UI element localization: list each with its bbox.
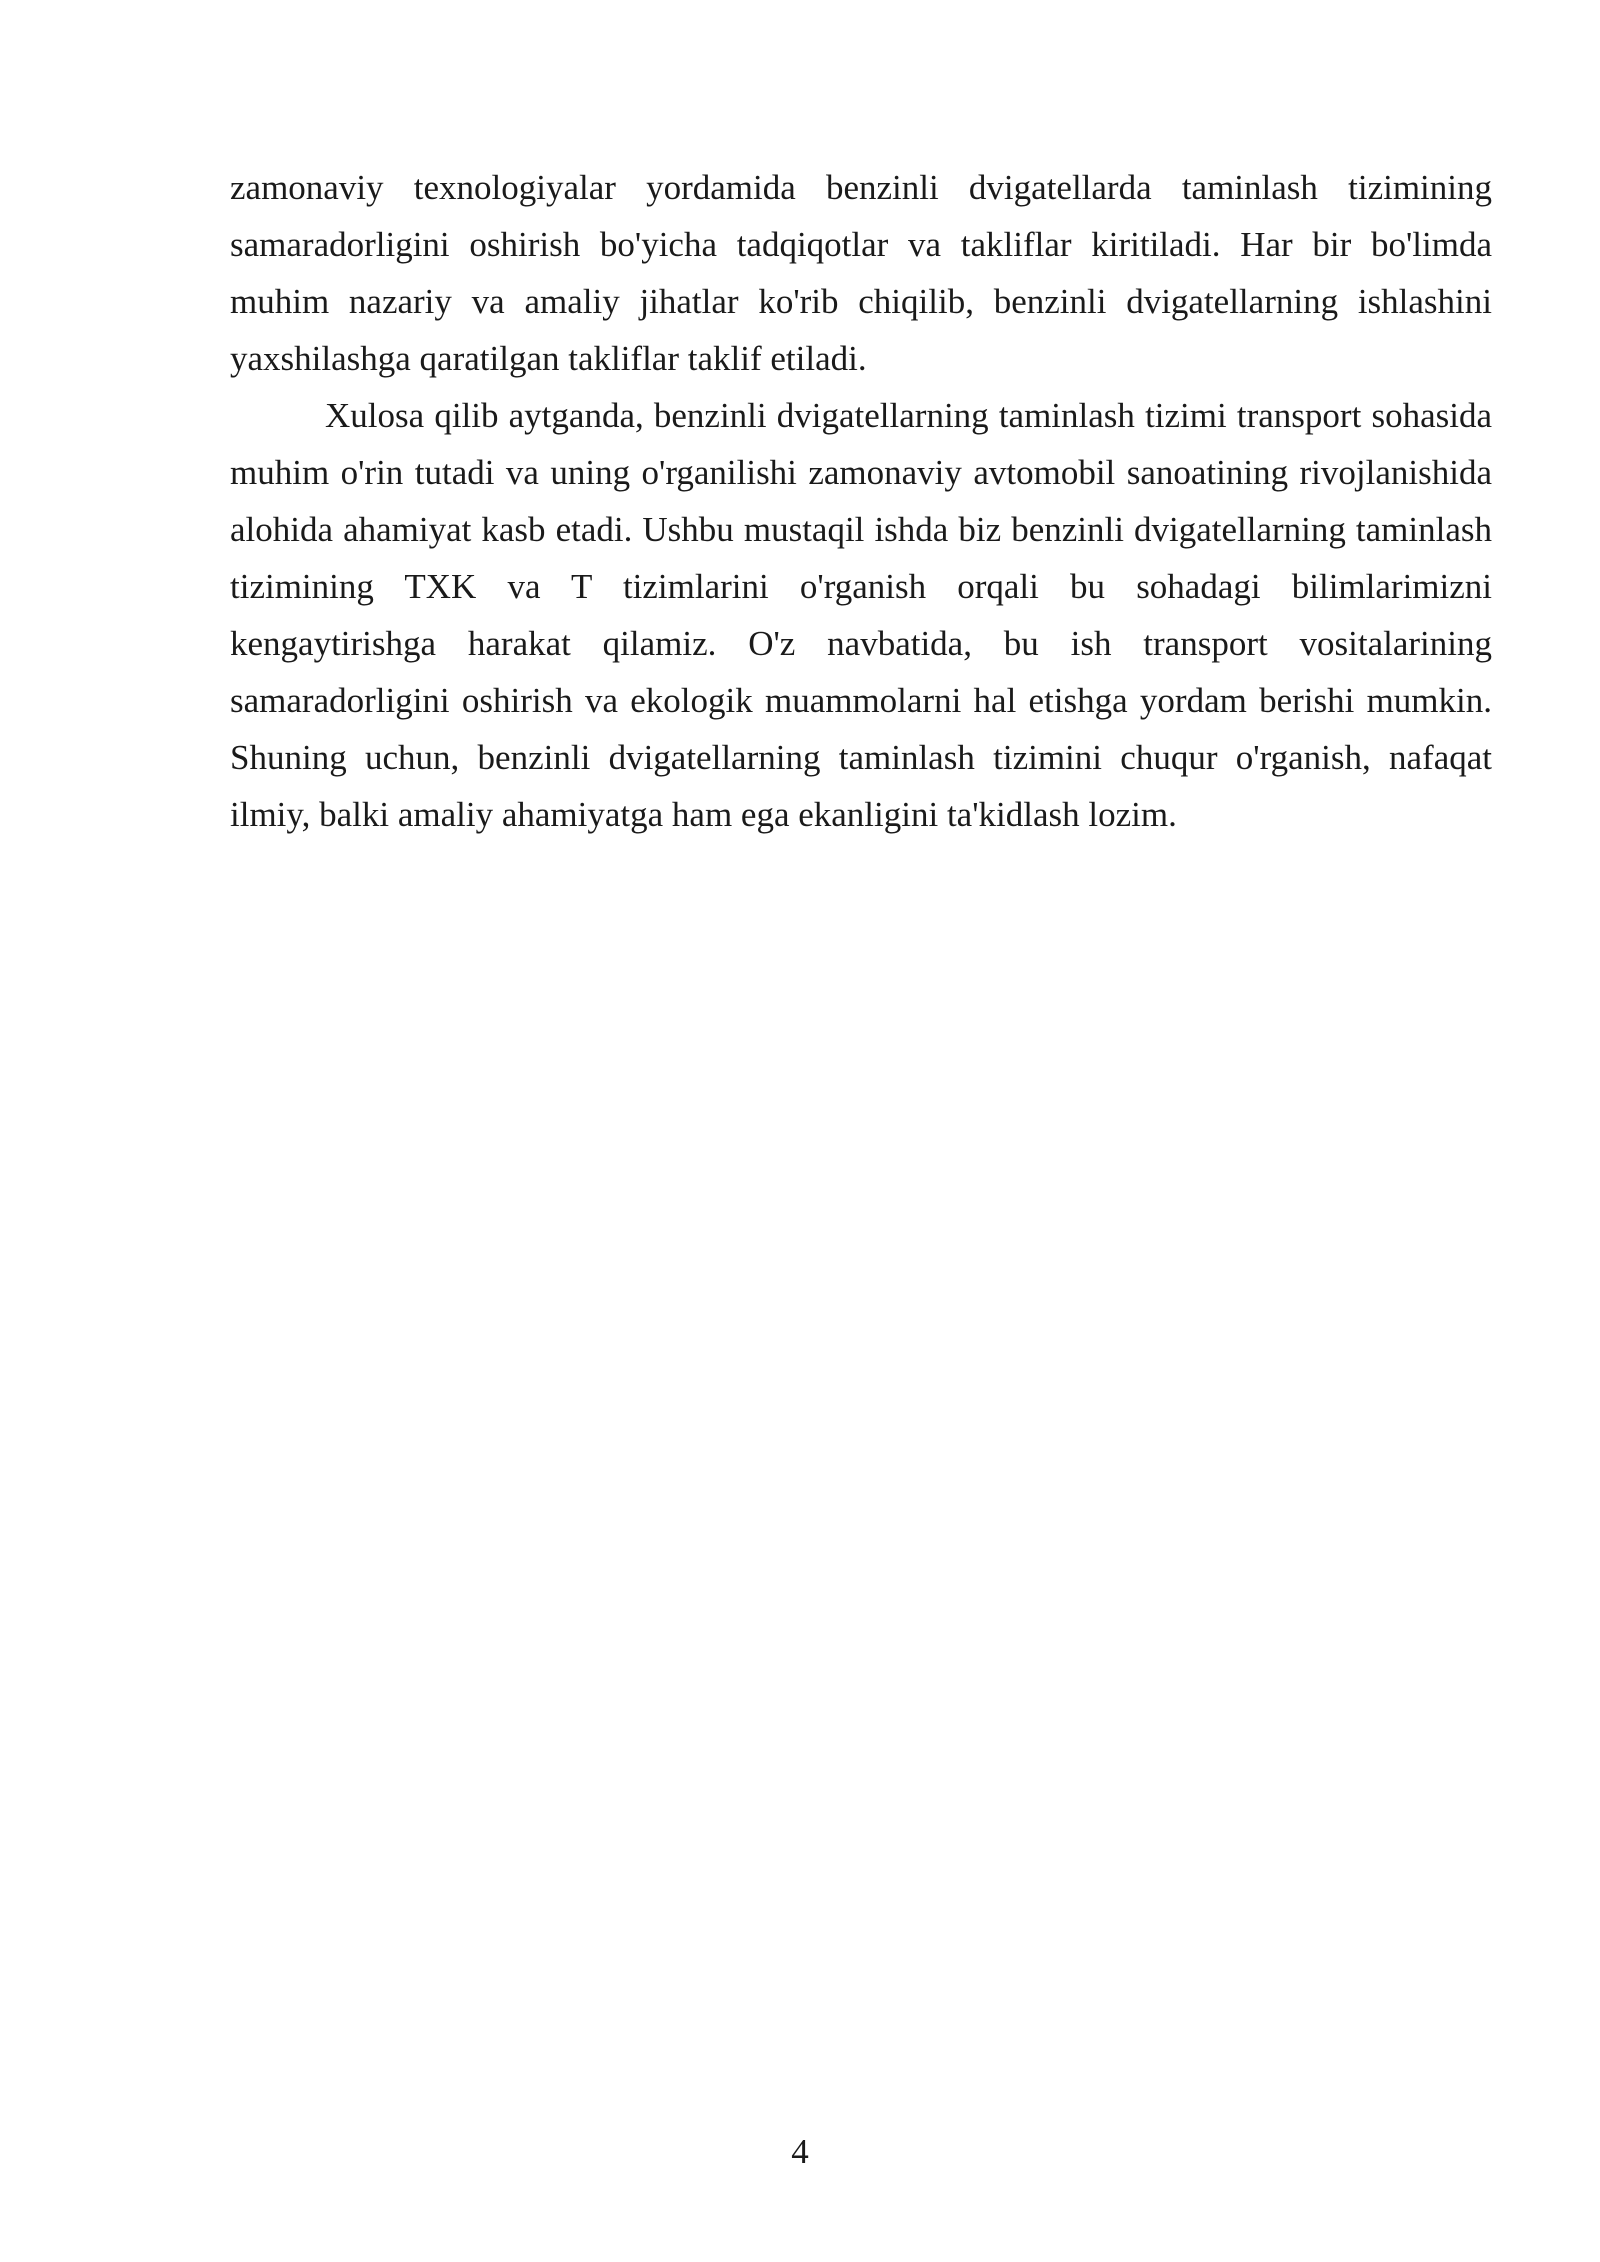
paragraph-conclusion: Xulosa qilib aytganda, benzinli dvigatellarning taminlash tizimi transport sohasida muhim o'rin tutadi va uning o'rganilishi zamonaviy avtomobil sanoatining rivojlanishida alohida ahamiyat kasb etadi. Ushbu mustaqil ishda biz benzinli dvigatellarning taminlash tizimining TXK va T tizimlarini o'rganish orqali bu sohadagi bilimlarimizni kengaytirishga harakat qilamiz. O'z navbatida, bu ish transport vositalarining samaradorligini oshirish va ekologik muammolarni hal etishga yordam berishi mumkin. Shuning uchun, benzinli dvigatellarning taminlash tizimini chuqur o'rganish, nafaqat ilmiy, balki amaliy ahamiyatga ham ega ekanligini ta'kidlash lozim. <box>230 396 1492 834</box>
paragraph-continuation: zamonaviy texnologiyalar yordamida benzinli dvigatellarda taminlash tizimining samaradorligini oshirish bo'yicha tadqiqotlar va takliflar kiritiladi. Har bir bo'limda muhim nazariy va amaliy jihatlar ko'rib chiqilib, benzinli dvigatellarning ishlashini yaxshilashga qaratilgan takliflar taklif etiladi. <box>230 168 1492 378</box>
body-text <box>230 159 1492 843</box>
page-number: 4 <box>791 2132 809 2171</box>
